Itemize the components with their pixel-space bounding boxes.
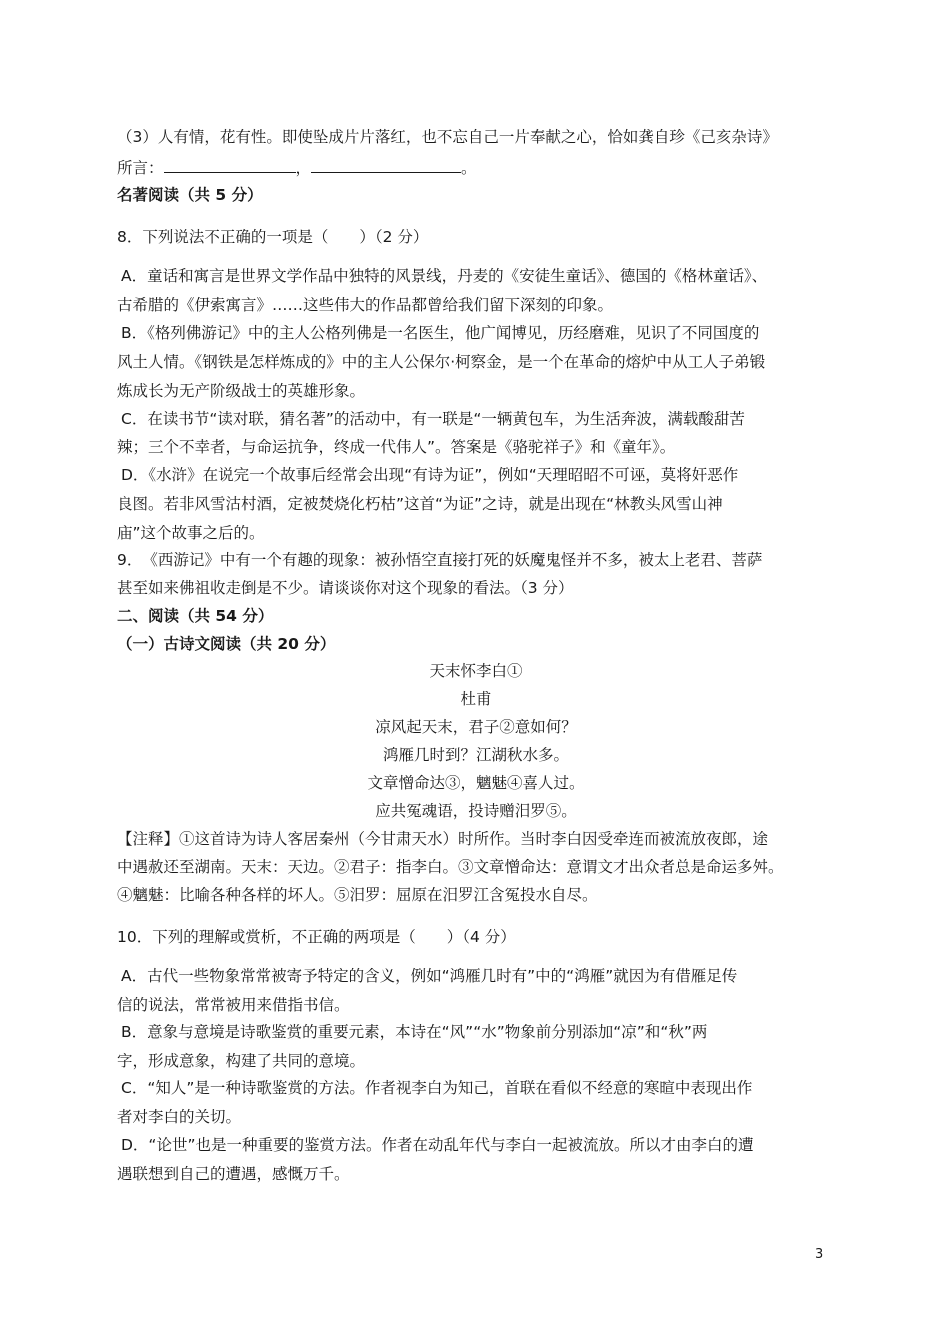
page-number: 3	[815, 1247, 824, 1262]
q10-option-d-line2: 遇联想到自己的遭遇，感慨万千。	[117, 1165, 350, 1183]
q8-option-c-line1: C．在读书节“读对联，猜名著”的活动中，有一联是“一辆黄包车，为生活奔波，满载酸甜苦	[121, 410, 745, 428]
q7-3-prefix: 所言：	[117, 159, 164, 177]
poem-title: 天末怀李白①	[429, 662, 523, 680]
q7-3-answer-line	[117, 157, 477, 178]
q10-option-a-line1: A．古代一些物象常常被寄予特定的含义，例如“鸿雁几时有”中的“鸿雁”就因为有借雁足传	[121, 967, 738, 985]
q10-option-c-line2: 者对李白的关切。	[117, 1108, 242, 1126]
q10-stem: 10．下列的理解或赏析，不正确的两项是（ ）（4 分）	[117, 928, 516, 946]
comma: ，	[295, 159, 312, 177]
q8-option-b-line2: 风土人情。《钢铁是怎样炼成的》中的主人公保尔·柯察金，是一个在革命的熔炉中从工人子弟锻	[117, 353, 766, 371]
section-title-reading: 二、阅读（共 54 分）	[117, 607, 274, 625]
q8-option-b-line3: 炼成长为无产阶级战士的英雄形象。	[117, 382, 366, 400]
poem-notes-line1: 【注释】①这首诗为诗人客居秦州（今甘肃天水）时所作。当时李白因受牵连而被流放夜郎，途	[117, 830, 769, 848]
q8-option-a-line2: 古希腊的《伊索寓言》……这些伟大的作品都曾给我们留下深刻的印象。	[117, 296, 614, 314]
q8-option-d-line3: 庙”这个故事之后的。	[117, 524, 265, 542]
q10-option-b-line1: B．意象与意境是诗歌鉴赏的重要元素，本诗在“风”“水”物象前分别添加“凉”和“秋”两	[121, 1023, 708, 1041]
q9-line2: 甚至如来佛祖收走倒是不少。请谈谈你对这个现象的看法。（3 分）	[117, 579, 574, 597]
q8-option-b-line1: B．《格列佛游记》中的主人公格列佛是一名医生，他广闻博见，历经磨难，见识了不同国度的	[121, 324, 760, 342]
answer-blank-2[interactable]	[311, 157, 461, 173]
poem-line-2: 鸿雁几时到？江湖秋水多。	[382, 746, 569, 764]
q8-option-c-line2: 辣；三个不幸者，与命运抗争，终成一代伟人”。答案是《骆驼祥子》和《童年》。	[117, 438, 676, 456]
poem-line-3: 文章憎命达③，魑魅④喜人过。	[367, 774, 585, 792]
q8-option-d-line1: D．《水浒》在说完一个故事后经常会出现“有诗为证”，例如“天理昭昭不可诬，莫将奸恶作	[121, 466, 739, 484]
q10-option-b-line2: 字，形成意象，构建了共同的意境。	[117, 1052, 366, 1070]
section-title-classics: 名著阅读（共 5 分）	[117, 186, 263, 204]
q8-option-d-line2: 良图。若非风雪沽村酒，定被焚烧化朽枯”这首“为证”之诗，就是出现在“林教头风雪山神	[117, 495, 723, 513]
poem-author: 杜甫	[460, 690, 492, 708]
period: 。	[461, 159, 477, 177]
q7-3-text: （3）人有情，花有性。即使坠成片片落红，也不忘自己一片奉献之心，恰如龚自珍《己亥杂诗》	[117, 128, 778, 146]
poem-notes-line3: ④魑魅：比喻各种各样的坏人。⑤汨罗：屈原在汨罗江含冤投水自尽。	[117, 886, 598, 904]
q10-option-d-line1: D．“论世”也是一种重要的鉴赏方法。作者在动乱年代与李白一起被流放。所以才由李白的遭	[121, 1136, 754, 1154]
q10-option-a-line2: 信的说法，常常被用来借指书信。	[117, 996, 350, 1014]
q9-line1: 9． 《西游记》中有一个有趣的现象：被孙悟空直接打死的妖魔鬼怪并不多，被太上老君、菩萨	[117, 551, 763, 569]
q8-option-a-line1: A．童话和寓言是世界文学作品中独特的风景线，丹麦的《安徒生童话》、德国的《格林童话》、	[121, 267, 768, 285]
q10-option-c-line1: C．“知人”是一种诗歌鉴赏的方法。作者视李白为知己，首联在看似不经意的寒暄中表现出作	[121, 1079, 753, 1097]
answer-blank-1[interactable]	[164, 157, 296, 173]
poem-line-4: 应共冤魂语，投诗赠汨罗⑤。	[375, 802, 577, 820]
poem-notes-line2: 中遇赦还至湖南。天末：天边。②君子：指李白。③文章憎命达：意谓文才出众者总是命运多舛。	[117, 858, 784, 876]
q8-stem: 8．下列说法不正确的一项是（ ）（2 分）	[117, 228, 429, 246]
subsection-title-poetry: （一）古诗文阅读（共 20 分）	[117, 635, 336, 653]
poem-line-1: 凉风起天末，君子②意如何？	[375, 718, 577, 736]
